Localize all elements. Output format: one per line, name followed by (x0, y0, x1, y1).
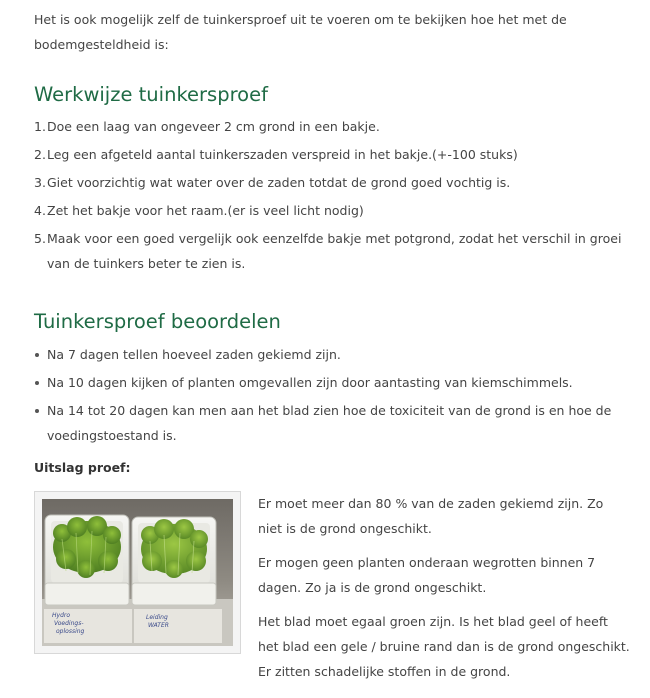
bullet-icon (35, 381, 39, 385)
step-text: Giet voorzichtig wat water over de zaden totdat de grond goed vochtig is. (47, 175, 511, 190)
step-number: 4. (34, 203, 46, 218)
evaluation-text: Na 10 dagen kijken of planten omgevallen zijn door aantasting van kiemschimmels. (47, 375, 573, 390)
step-text: Leg een afgeteld aantal tuinkerszaden verspreid in het bakje.(+-100 stuks) (47, 147, 518, 162)
heading-werkwijze: Werkwijze tuinkersproef (34, 83, 268, 106)
step-item (34, 226, 624, 276)
result-paragraph: Er moet meer dan 80 % van de zaden gekiemd zijn. Zo niet is de grond ongeschikt. (258, 496, 604, 536)
result-label: Uitslag proef: (34, 460, 131, 475)
step-number: 5. (34, 231, 46, 246)
intro-text: Het is ook mogelijk zelf de tuinkersproef uit te voeren om te bekijken hoe het met de bodemgesteldheid is: (34, 12, 567, 52)
evaluation-item (34, 398, 624, 448)
heading-beoordelen: Tuinkersproef beoordelen (34, 310, 281, 333)
step-number: 1. (34, 119, 46, 134)
photo-label-left-3: oplossing (56, 628, 85, 635)
step-item (34, 198, 624, 223)
result-paragraph: Het blad moet egaal groen zijn. Is het blad geel of heeft het blad een gele / bruine rand dan is de grond ongeschikt. Er zitten schadelijke stoffen in de grond. (258, 614, 630, 679)
steps-list (34, 114, 624, 279)
evaluation-item (34, 342, 624, 367)
photo-label-left-1: Hydro (52, 612, 71, 619)
step-text: Zet het bakje voor het raam.(er is veel licht nodig) (47, 203, 364, 218)
step-text: Doe een laag van ongeveer 2 cm grond in een bakje. (47, 119, 380, 134)
result-text (258, 491, 630, 693)
evaluation-text: Na 14 tot 20 dagen kan men aan het blad zien hoe de toxiciteit van de grond is en hoe de voedingstoestand is. (47, 403, 612, 443)
bullet-icon (35, 409, 39, 413)
bullet-icon (35, 353, 39, 357)
step-item (34, 170, 624, 195)
photo-label-right-2: WATER (148, 622, 169, 629)
result-paragraph: Er mogen geen planten onderaan wegrotten binnen 7 dagen. Zo ja is de grond ongeschikt. (258, 555, 596, 595)
evaluation-text: Na 7 dagen tellen hoeveel zaden gekiemd zijn. (47, 347, 341, 362)
evaluation-list (34, 342, 624, 451)
cress-photo (34, 491, 241, 654)
step-item (34, 114, 624, 139)
step-item (34, 142, 624, 167)
photo-label-right-1: Leiding (146, 614, 168, 621)
cress-trays-illustration (42, 499, 233, 646)
step-number: 2. (34, 147, 46, 162)
photo-label-left-2: Voedings- (54, 620, 84, 627)
evaluation-item (34, 370, 624, 395)
step-number: 3. (34, 175, 46, 190)
step-text: Maak voor een goed vergelijk ook eenzelfde bakje met potgrond, zodat het verschil in groei van de tuinkers beter te zien is. (47, 231, 622, 271)
